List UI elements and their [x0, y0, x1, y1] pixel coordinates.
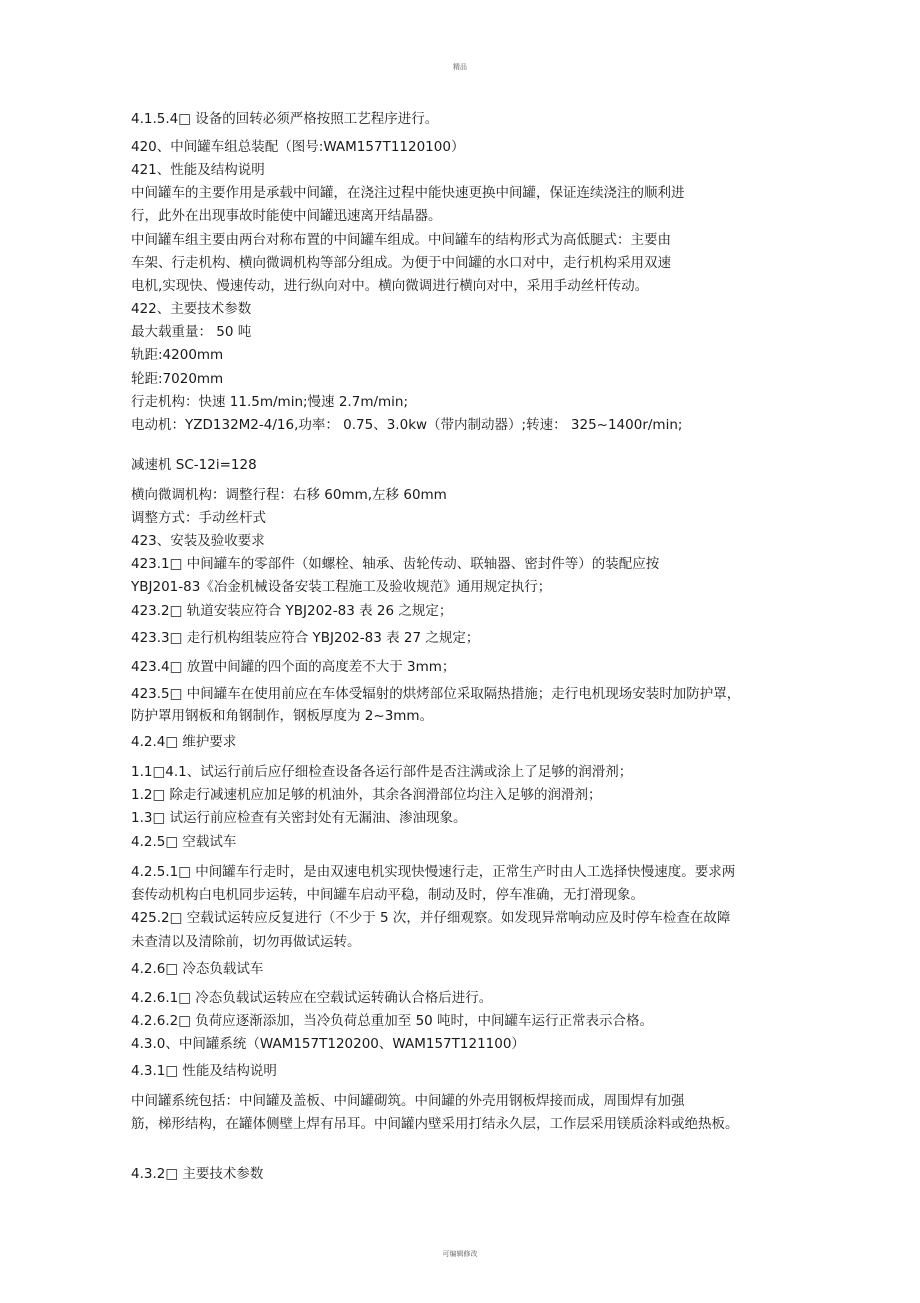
text-line: 中间罐系统包括：中间罐及盖板、中间罐砌筑。中间罐的外壳用钢板焊接而成，周围焊有加强 — [131, 1093, 685, 1109]
text-line: 423.2□ 轨道安装应符合 YBJ202-83 表 26 之规定； — [131, 603, 453, 619]
text-line: 4.2.5.1□ 中间罐车行走时，是由双速电机实现快慢速行走，正常生产时由人工选择快慢速度。要求两 — [131, 864, 736, 880]
text-line: 423.1□ 中间罐车的零部件（如螺栓、轴承、齿轮传动、联轴器、密封件等）的装配应按 — [131, 556, 660, 572]
section-heading: 4.3.1□ 性能及结构说明 — [131, 1063, 277, 1079]
section-heading: 4.3.2□ 主要技术参数 — [131, 1166, 264, 1182]
text-line: 行，此外在出现事故时能使中间罐迅速离开结晶器。 — [131, 208, 442, 224]
text-line: 1.3□ 试运行前应检查有关密封处有无漏油、渗油现象。 — [131, 810, 467, 826]
text-line: 未查清以及清除前，切勿再做试运转。 — [131, 934, 361, 950]
section-heading: 4.3.0、中间罐系统（WAM157T120200、WAM157T121100） — [131, 1036, 525, 1052]
section-heading: 420、中间罐车组总装配（图号:WAM157T1120100） — [131, 139, 465, 155]
text-line: 中间罐车的主要作用是承载中间罐，在浇注过程中能快速更换中间罐，保证连续浇注的顺利进 — [131, 185, 685, 201]
section-heading: 422、主要技术参数 — [131, 301, 252, 317]
text-line: 1.2□ 除走行减速机应加足够的机油外，其余各润滑部位均注入足够的润滑剂； — [131, 787, 602, 803]
text-line: 425.2□ 空载试运转应反复进行（不少于 5 次，并仔细观察。如发现异常响动应及时停车检查在故障 — [131, 910, 731, 926]
section-heading: 423、安装及验收要求 — [131, 533, 265, 549]
spec-line: 调整方式：手动丝杆式 — [131, 510, 266, 526]
section-heading: 421、性能及结构说明 — [131, 162, 265, 178]
section-heading: 4.2.4□ 维护要求 — [131, 734, 237, 750]
spec-line: 横向微调机构：调整行程：右移 60mm,左移 60mm — [131, 487, 447, 503]
spec-line: 行走机构：快速 11.5m/min;慢速 2.7m/min; — [131, 394, 409, 410]
text-line: 423.5□ 中间罐车在使用前应在车体受辐射的烘烤部位采取隔热措施；走行电机现场安装时加防护罩， — [131, 686, 741, 702]
spec-line: 轮距:7020mm — [131, 371, 224, 387]
text-line: 中间罐车组主要由两台对称布置的中间罐车组成。中间罐车的结构形式为高低腿式：主要由 — [131, 232, 671, 248]
spec-line: 轨距:4200mm — [131, 347, 224, 363]
text-line: 4.2.6.2□ 负荷应逐渐添加，当冷负荷总重加至 50 吨时，中间罐车运行正常表示合格。 — [131, 1013, 654, 1029]
spec-line: 减速机 SC-12i=128 — [131, 457, 257, 473]
spec-line: 最大载重量： 50 吨 — [131, 324, 252, 340]
text-line: 1.1□4.1、试运行前后应仔细检查设备各运行部件是否注满或涂上了足够的润滑剂； — [131, 764, 633, 780]
text-line: 4.1.5.4□ 设备的回转必须严格按照工艺程序进行。 — [131, 111, 439, 127]
text-line: 423.4□ 放置中间罐的四个面的高度差不大于 3mm； — [131, 659, 456, 675]
text-line: 车架、行走机构、横向微调机构等部分组成。为便于中间罐的水口对中，走行机构采用双速 — [131, 255, 671, 271]
text-line: 套传动机构白电机同步运转，中间罐车启动平稳，制动及时，停车准确，无打滑现象。 — [131, 887, 644, 903]
section-heading: 4.2.6□ 冷态负载试车 — [131, 961, 264, 977]
text-line: 423.3□ 走行机构组装应符合 YBJ202-83 表 27 之规定； — [131, 630, 480, 646]
text-line: 4.2.6.1□ 冷态负载试运转应在空载试运转确认合格后进行。 — [131, 990, 493, 1006]
section-heading: 4.2.5□ 空载试车 — [131, 834, 237, 850]
page-header: 精品 — [453, 63, 467, 71]
text-line: 筋，梯形结构，在罐体侧壁上焊有吊耳。中间罐内壁采用打结永久层，工作层采用镁质涂料或绝热板。 — [131, 1116, 739, 1132]
text-line: YBJ201-83《冶金机械设备安装工程施工及验收规范》通用规定执行； — [131, 579, 552, 595]
page-footer: 可编辑修改 — [442, 1250, 478, 1258]
spec-line: 电动机：YZD132M2-4/16,功率： 0.75、3.0kw（带内制动器）;转速： 325~1400r/min; — [131, 417, 683, 433]
text-line: 电机,实现快、慢速传动，进行纵向对中。横向微调进行横向对中，采用手动丝杆传动。 — [131, 278, 649, 294]
text-line: 防护罩用钢板和角钢制作，钢板厚度为 2~3mm。 — [131, 708, 434, 724]
